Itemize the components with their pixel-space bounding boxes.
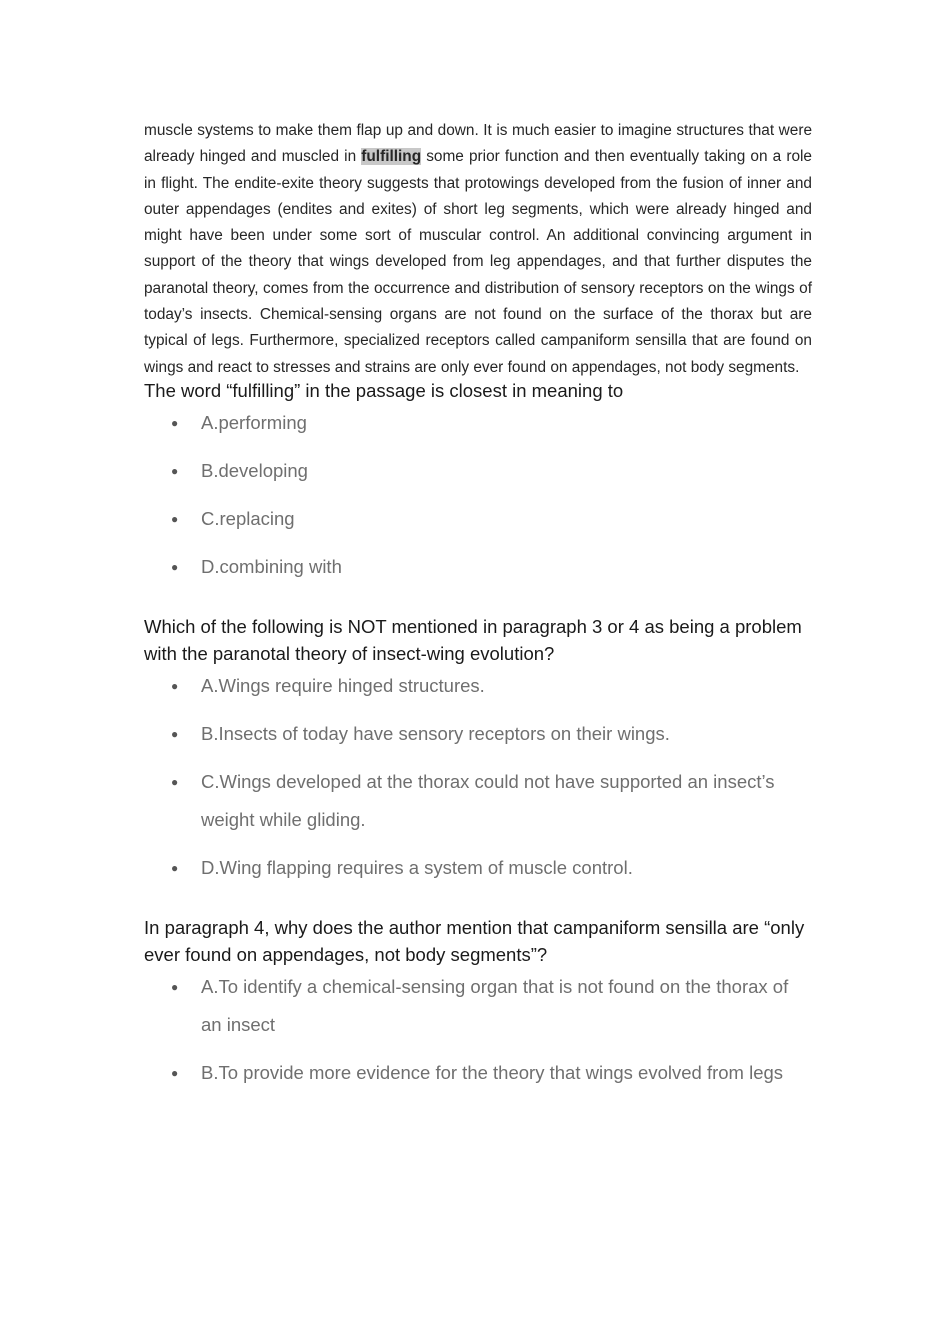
option-2c[interactable] — [144, 763, 812, 839]
option-label: A.Wings require hinged structures. — [201, 675, 485, 697]
option-label: C.replacing — [201, 508, 295, 530]
question-1-prompt: The word “fulfilling” in the passage is closest in meaning to — [144, 379, 624, 401]
option-label: A.performing — [201, 412, 307, 434]
option-2a[interactable] — [144, 667, 812, 705]
option-3a[interactable] — [144, 968, 812, 1044]
option-1d[interactable] — [144, 548, 812, 586]
passage-text-before: muscle systems to make them flap up and down. It is much easier to imagine structures that were already hinged and muscled in — [144, 122, 812, 166]
question-3-prompt: In paragraph 4, why does the author mention that campaniform sensilla are “only ever found on appendages, not body segments”? — [144, 917, 805, 965]
bullet-icon: ● — [171, 464, 179, 479]
option-label: D.Wing flapping requires a system of muscle control. — [201, 857, 633, 879]
bullet-icon: ● — [171, 980, 179, 995]
option-label: C.Wings developed at the thorax could not have supported an insect’s weight while gliding. — [201, 771, 775, 831]
question-3-options — [144, 968, 812, 1092]
document-page — [144, 118, 812, 1102]
bullet-icon: ● — [171, 679, 179, 694]
option-label: B.To provide more evidence for the theory that wings evolved from legs — [201, 1062, 784, 1084]
option-1a[interactable] — [144, 404, 812, 442]
highlighted-word: fulfilling — [361, 148, 422, 166]
option-label: A.To identify a chemical-sensing organ that is not found on the thorax of an insect — [201, 976, 789, 1036]
option-3b[interactable] — [144, 1054, 812, 1092]
question-1-options — [144, 404, 812, 586]
bullet-icon: ● — [171, 560, 179, 575]
bullet-icon: ● — [171, 416, 179, 431]
option-1c[interactable] — [144, 500, 812, 538]
option-2d[interactable] — [144, 849, 812, 887]
option-label: B.developing — [201, 460, 308, 482]
bullet-icon: ● — [171, 1066, 179, 1081]
bullet-icon: ● — [171, 775, 179, 790]
bullet-icon: ● — [171, 512, 179, 527]
passage-text — [144, 118, 812, 381]
option-label: B.Insects of today have sensory receptors on their wings. — [201, 723, 670, 745]
passage-text-after: some prior function and then eventually taking on a role in flight. The endite-exite theory suggests that protowings developed from the fusion of inner and outer appendages (endites and exites) of short leg segments, which were already hinged and might have been under some sort of muscular control. An additional convincing argument in support of the theory that wings developed from leg appendages, and that further disputes the paranotal theory, comes from the occurrence and distribution of sensory receptors on the wings of today’s insects. Chemical-sensing organs are not found on the surface of the thorax but are typical of legs. Furthermore, specialized receptors called campaniform sensilla that are found on wings and react to stresses and strains are only ever found on appendages, not body segments. — [144, 148, 812, 376]
question-2-options — [144, 667, 812, 887]
option-2b[interactable] — [144, 715, 812, 753]
option-1b[interactable] — [144, 452, 812, 490]
option-label: D.combining with — [201, 556, 342, 578]
question-2-prompt: Which of the following is NOT mentioned in paragraph 3 or 4 as being a problem with the paranotal theory of insect-wing evolution? — [144, 616, 802, 664]
bullet-icon: ● — [171, 861, 179, 876]
bullet-icon: ● — [171, 727, 179, 742]
